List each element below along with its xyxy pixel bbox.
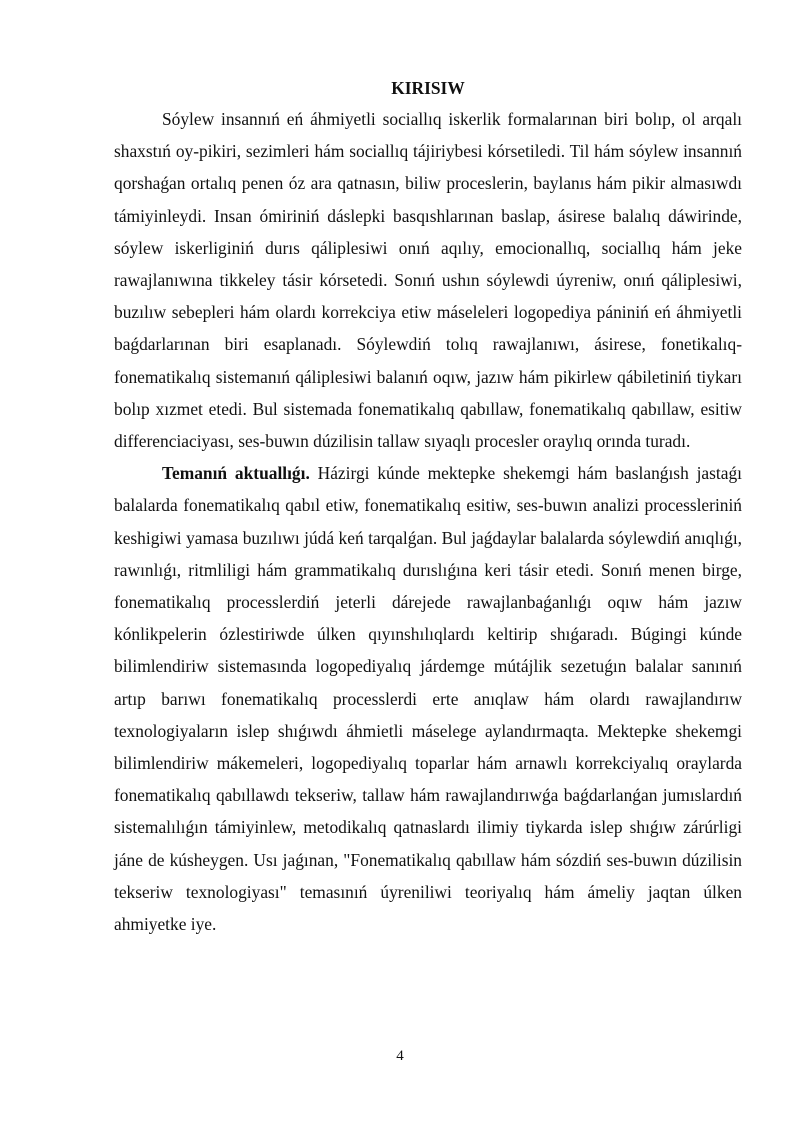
relevance-text: Házirgi kúnde mektepke shekemgi hám baslanǵısh jastaǵı balalarda fonematikalıq qabıl etiw, fonematikalıq esitiw, ses-buwın analizi processleriniń keshigiwi yamasa buzılıwı júdá keń tarqalǵan. Bul jaǵdaylar balalarda sóylewdiń anıqlıǵı, rawınlıǵı, ritmliligi hám grammatikalıq durıslıǵına keri tásir etedi. Sonıń menen birge, fonematikalıq processlerdiń jeterli dárejede rawajlanbaǵanlıǵı oqıw hám jazıw kónlikpelerin ózlestiriwde úlken qıyınshılıqlardı keltirip shıǵaradı. Búgingi kúnde bilimlendiriw sistemasında logopediyalıq járdemge mútájlik sezetuǵın balalar sanınıń artıp barıwı fonematikalıq processlerdi erte anıqlaw hám olardı rawajlandırıw texnologiyaların islep shıǵıwdı áhmietli máselege aylandırmaqta. Mektepke shekemgi bilimlendiriw mákemeleri, logopediyalıq toparlar hám arnawlı korrekciyalıq oraylarda fonematikalıq qabıllawdı tekseriw, tallaw hám rawajlandırıwǵa baǵdarlanǵan jumıslardıń sistemalılıǵın támiyinlew, metodikalıq qatnaslardı ilimiy tiykarda islep shıǵıw zárúrligi jáne de kúsheygen. Usı jaǵınan, "Fonematikalıq qabıllaw hám sózdiń ses-buwın dúzilisin tekseriw texnologiyası" temasınıń úyreniliwi teoriyalıq hám ámeliy jaqtan úlken ahmiyetke iye.	[114, 463, 742, 935]
relevance-heading: Temanıń aktuallıǵı.	[162, 463, 310, 484]
introduction-paragraph: Sóylew insannıń eń áhmiyetli sociallıq iskerlik formalarınan biri bolıp, ol arqalı shaxstıń oy-pikiri, sezimleri hám sociallıq tájiriybesi kórsetiledi. Til hám sóylew insannıń qorshaǵan ortalıq penen óz ara qatnasın, biliw proceslerin, baylanıs hám pikir almasıwdı támiyinleydi. Insan ómiriniń dáslepki basqıshlarınan baslap, ásirese balalıq dáwirinde, sóylew iskerliginiń durıs qáliplesiwi onıń aqılıy, emocionallıq, sociallıq hám jeke rawajlanıwına tikkeley tásir kórsetedi. Sonıń ushın sóylewdi úyreniw, onıń qáliplesiwi, buzılıw sebepleri hám olardı korrekciya etiw máseleleri logopediya pániniń eń áhmiyetli baǵdarlarınan biri esaplanadı. Sóylewdiń tolıq rawajlanıwı, ásirese, fonetikalıq-fonematikalıq sistemanıń qáliplesiwi balanıń oqıw, jazıw hám pikirlew qábiletiniń tiykarı bolıp xızmet etedi. Bul sistemada fonematikalıq qabıllaw, fonematikalıq qabıllaw, esitiw differenciaciyası, ses-buwın dúzilisin tallaw sıyaqlı procesler oraylıq orında turadı.	[114, 109, 742, 452]
relevance-paragraph	[114, 457, 742, 940]
page-content	[114, 76, 742, 940]
page-number: 4	[396, 1048, 404, 1064]
section-title: KIRISIW	[391, 78, 465, 98]
